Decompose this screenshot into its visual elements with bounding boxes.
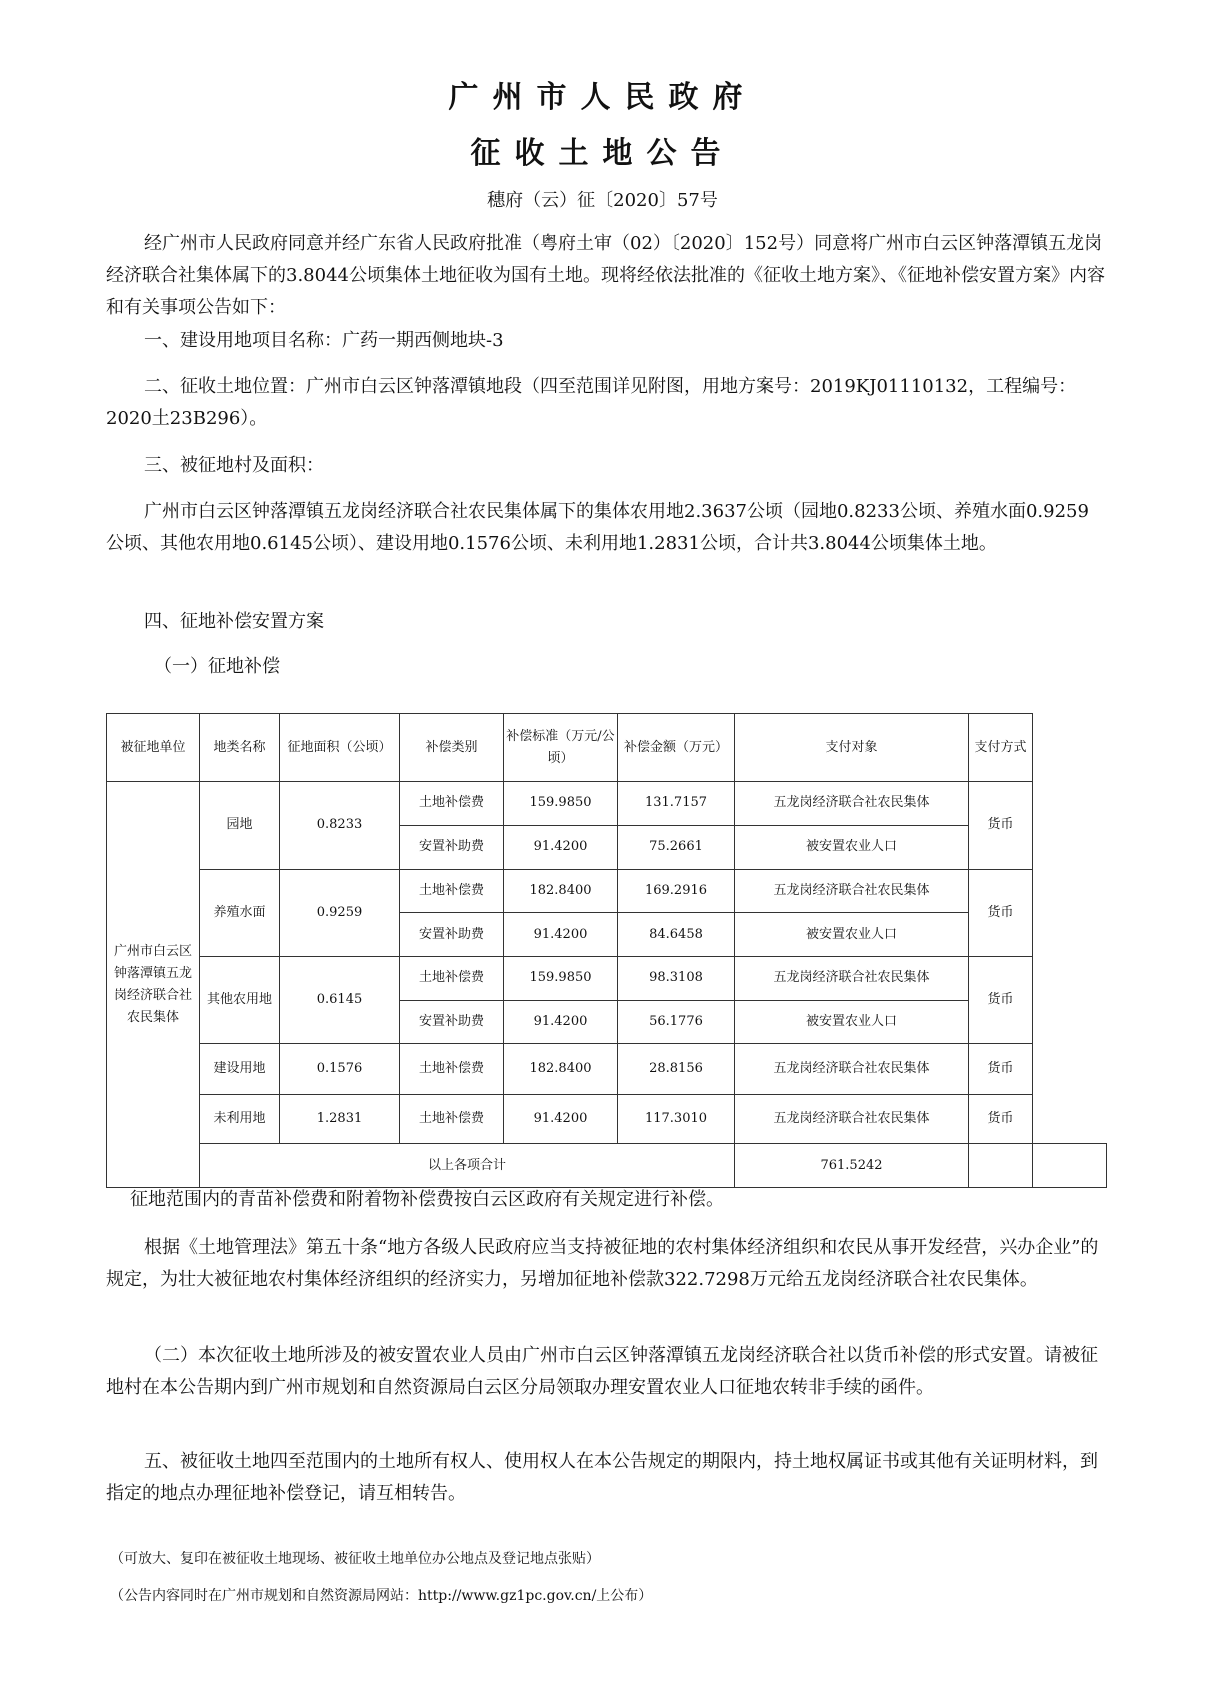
payee-cell: 被安置农业人口 (735, 913, 969, 957)
standard-cell: 91.4200 (504, 1095, 618, 1144)
category-cell: 土地补偿费 (400, 869, 504, 913)
table-row (107, 782, 1107, 826)
table-row (107, 956, 1107, 1000)
section-4-heading: 四、征地补偿安置方案 (144, 611, 324, 632)
standard-cell: 91.4200 (504, 825, 618, 869)
land-type-cell: 养殖水面 (200, 869, 280, 956)
total-amount: 761.5242 (735, 1144, 969, 1188)
category-cell: 土地补偿费 (400, 1095, 504, 1144)
table-header-row (107, 714, 1107, 782)
intro-paragraph: 经广州市人民政府同意并经广东省人民政府批准（粤府土审（02）〔2020〕152号）同意将广州市白云区钟落潭镇五龙岗经济联合社集体属下的3.8044公顷集体土地征收为国有土地。现将经依法批准的《征收土地方案》、《征地补偿安置方案》内容和有关事项公告如下： (106, 233, 1105, 318)
table-row (107, 1044, 1107, 1095)
header-area: 征地面积（公顷） (280, 714, 400, 782)
standard-cell: 159.9850 (504, 956, 618, 1000)
area-cell: 0.1576 (280, 1044, 400, 1095)
amount-cell: 56.1776 (618, 1000, 735, 1044)
method-cell: 货币 (969, 1095, 1033, 1144)
section-2: 二、征收土地位置：广州市白云区钟落潭镇地段（四至范围详见附图，用地方案号：2019KJ01110132，工程编号：2020土23B296）。 (106, 376, 1077, 429)
title-notice: 征收土地公告 (470, 136, 735, 171)
standard-cell: 159.9850 (504, 782, 618, 826)
table-row (107, 869, 1107, 913)
section-3-heading: 三、被征地村及面积： (144, 455, 324, 476)
header-payee: 支付对象 (735, 714, 969, 782)
total-label: 以上各项合计 (200, 1144, 735, 1188)
method-cell: 货币 (969, 782, 1033, 869)
category-cell: 安置补助费 (400, 1000, 504, 1044)
amount-cell: 131.7157 (618, 782, 735, 826)
section-3-body: 广州市白云区钟落潭镇五龙岗经济联合社农民集体属下的集体农用地2.3637公顷（园地0.8233公顷、养殖水面0.9259公顷、其他农用地0.6145公顷）、建设用地0.1576公顷、未利用地1.2831公顷，合计共3.8044公顷集体土地。 (106, 501, 1089, 554)
standard-cell: 182.8400 (504, 869, 618, 913)
category-cell: 土地补偿费 (400, 782, 504, 826)
standard-cell: 91.4200 (504, 1000, 618, 1044)
section-5: 五、被征收土地四至范围内的土地所有权人、使用权人在本公告规定的期限内，持土地权属证书或其他有关证明材料，到指定的地点办理征地补偿登记，请互相转告。 (106, 1451, 1098, 1504)
land-type-cell: 园地 (200, 782, 280, 869)
payee-cell: 被安置农业人口 (735, 1000, 969, 1044)
table-row (107, 1095, 1107, 1144)
category-cell: 土地补偿费 (400, 1044, 504, 1095)
payee-cell: 五龙岗经济联合社农民集体 (735, 869, 969, 913)
amount-cell: 117.3010 (618, 1095, 735, 1144)
empty-cell (1033, 1144, 1107, 1188)
header-land-type: 地类名称 (200, 714, 280, 782)
header-amount: 补偿金额（万元） (618, 714, 735, 782)
method-cell: 货币 (969, 1044, 1033, 1095)
standard-cell: 91.4200 (504, 913, 618, 957)
amount-cell: 84.6458 (618, 913, 735, 957)
category-cell: 土地补偿费 (400, 956, 504, 1000)
website-note: （公告内容同时在广州市规划和自然资源局网站：http://www.gz1pc.gov.cn/上公布） (110, 1588, 653, 1604)
area-cell: 0.8233 (280, 782, 400, 869)
area-cell: 0.6145 (280, 956, 400, 1043)
section-4-subheading: （一）征地补偿 (154, 656, 280, 677)
resettlement-paragraph: （二）本次征收土地所涉及的被安置农业人员由广州市白云区钟落潭镇五龙岗经济联合社以货币补偿的形式安置。请被征地村在本公告期内到广州市规划和自然资源局白云区分局领取办理安置农业人口征地农转非手续的函件。 (106, 1345, 1098, 1398)
standard-cell: 182.8400 (504, 1044, 618, 1095)
amount-cell: 169.2916 (618, 869, 735, 913)
land-type-cell: 其他农用地 (200, 956, 280, 1043)
header-standard: 补偿标准（万元/公顷） (504, 714, 618, 782)
section-1: 一、建设用地项目名称：广药一期西侧地块-3 (144, 330, 504, 351)
land-type-cell: 未利用地 (200, 1095, 280, 1144)
area-cell: 1.2831 (280, 1095, 400, 1144)
amount-cell: 28.8156 (618, 1044, 735, 1095)
category-cell: 安置补助费 (400, 825, 504, 869)
document-number: 穗府（云）征〔2020〕57号 (487, 190, 718, 211)
posting-note: （可放大、复印在被征收土地现场、被征收土地单位办公地点及登记地点张贴） (110, 1551, 600, 1567)
payee-cell: 五龙岗经济联合社农民集体 (735, 1095, 969, 1144)
area-cell: 0.9259 (280, 869, 400, 956)
total-row (107, 1144, 1107, 1188)
amount-cell: 98.3108 (618, 956, 735, 1000)
header-category: 补偿类别 (400, 714, 504, 782)
payee-cell: 五龙岗经济联合社农民集体 (735, 1044, 969, 1095)
payee-cell: 被安置农业人口 (735, 825, 969, 869)
unit-cell: 广州市白云区钟落潭镇五龙岗经济联合社农民集体 (107, 782, 200, 1188)
method-cell: 货币 (969, 956, 1033, 1043)
crop-compensation-note: 征地范围内的青苗补偿费和附着物补偿费按白云区政府有关规定进行补偿。 (130, 1189, 724, 1210)
method-cell: 货币 (969, 869, 1033, 956)
empty-cell (969, 1144, 1033, 1188)
compensation-table (106, 713, 1107, 1188)
header-unit: 被征地单位 (107, 714, 200, 782)
category-cell: 安置补助费 (400, 913, 504, 957)
payee-cell: 五龙岗经济联合社农民集体 (735, 782, 969, 826)
payee-cell: 五龙岗经济联合社农民集体 (735, 956, 969, 1000)
amount-cell: 75.2661 (618, 825, 735, 869)
title-issuer: 广州市人民政府 (448, 80, 757, 115)
header-method: 支付方式 (969, 714, 1033, 782)
additional-compensation-paragraph: 根据《土地管理法》第五十条“地方各级人民政府应当支持被征地的农村集体经济组织和农民从事开发经营，兴办企业”的规定，为壮大被征地农村集体经济组织的经济实力，另增加征地补偿款322.7298万元给五龙岗经济联合社农民集体。 (106, 1237, 1099, 1290)
land-type-cell: 建设用地 (200, 1044, 280, 1095)
